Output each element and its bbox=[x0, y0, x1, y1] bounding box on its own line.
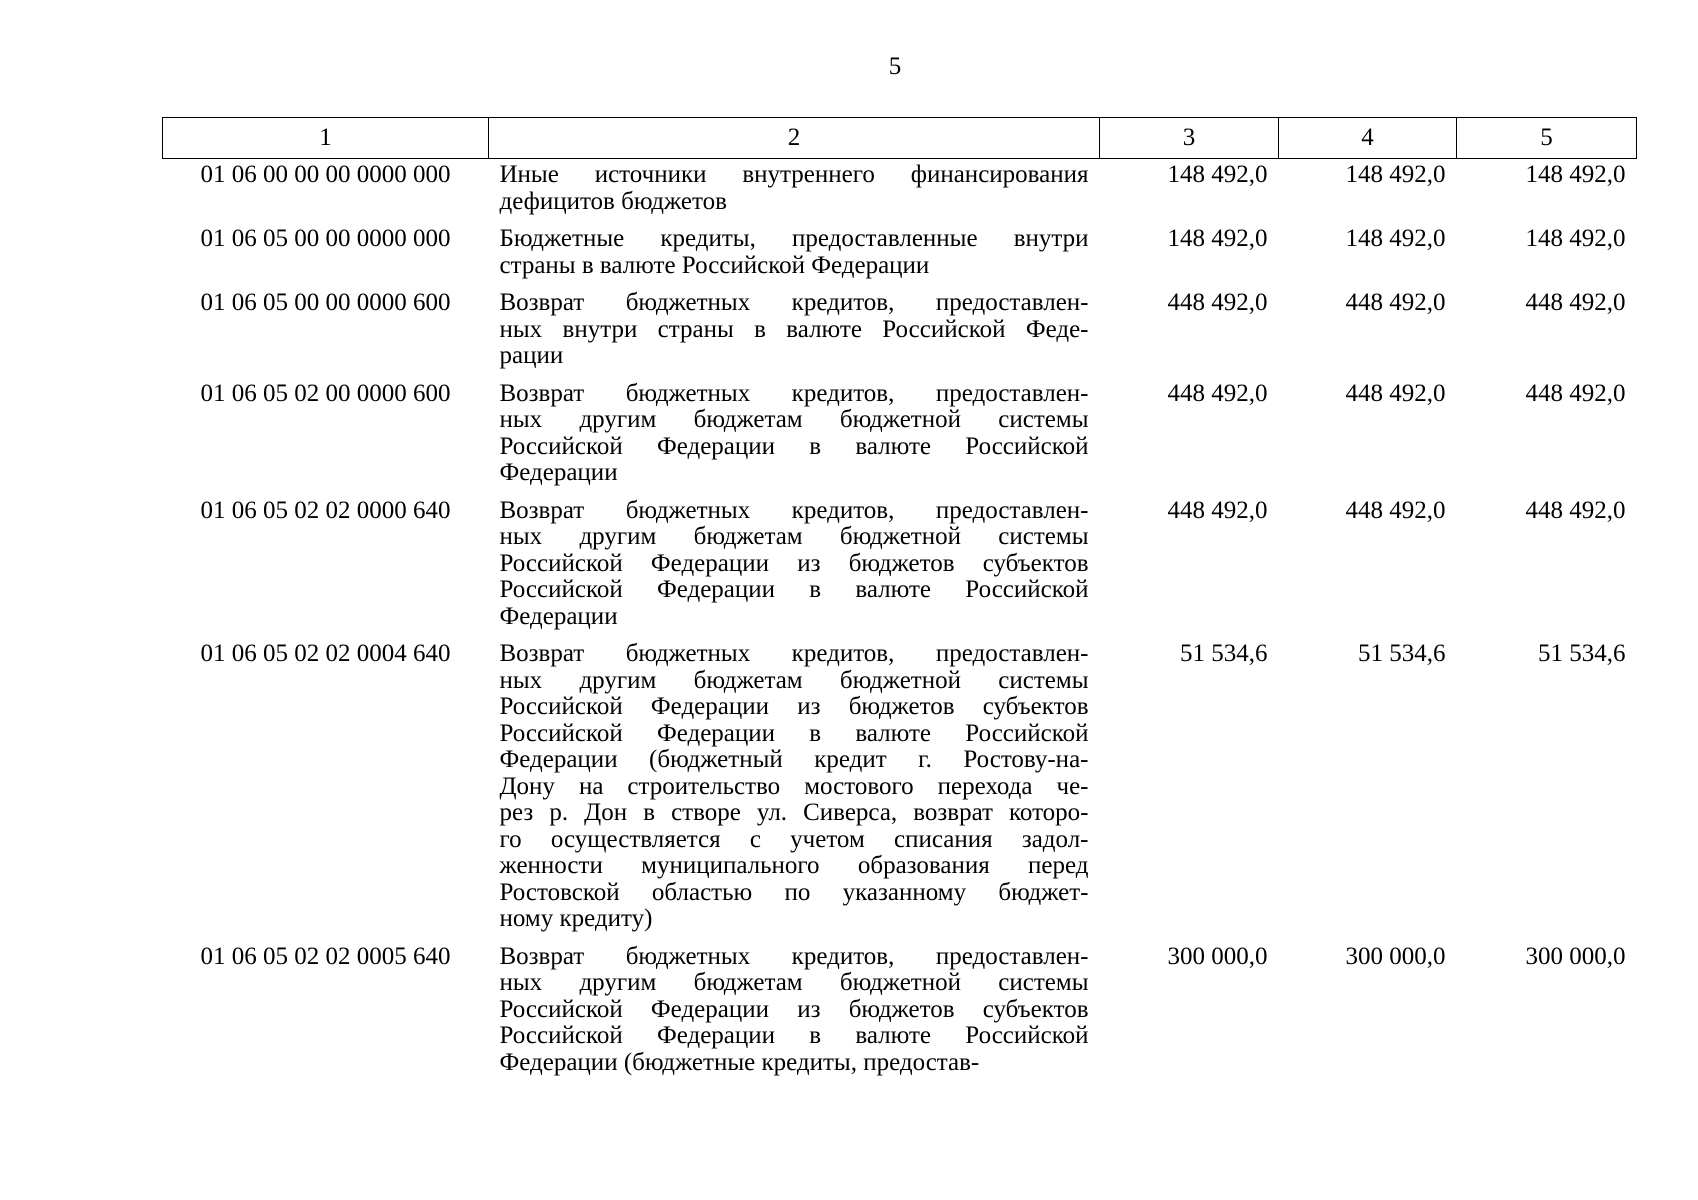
sources-of-financing-table bbox=[162, 117, 1637, 1076]
description-line: ных другим бюджетам бюджетной системы bbox=[499, 969, 1089, 996]
description-cell bbox=[489, 641, 1100, 944]
description-cell bbox=[489, 498, 1100, 642]
description-line: Федерации (бюджетный кредит г. Ростову-на- bbox=[499, 746, 1089, 773]
amount-cell-3: 448 492,0 bbox=[1167, 379, 1268, 407]
description-line: дефицитов бюджетов bbox=[499, 187, 727, 215]
amount-cell-3: 448 492,0 bbox=[1167, 496, 1268, 524]
amount-cell-5: 448 492,0 bbox=[1525, 496, 1626, 524]
description-line: Возврат бюджетных кредитов, предоставлен- bbox=[499, 289, 1089, 316]
description-line: Федерации bbox=[499, 602, 618, 630]
budget-code-cell: 01 06 05 02 02 0000 640 bbox=[200, 496, 451, 524]
amount-cell-4: 448 492,0 bbox=[1345, 379, 1446, 407]
description-line: Российской Федерации в валюте Российской bbox=[499, 719, 1089, 747]
page-number: 5 bbox=[888, 53, 902, 80]
budget-code-cell: 01 06 05 00 00 0000 600 bbox=[200, 289, 451, 316]
column-header-3: 3 bbox=[1100, 118, 1279, 159]
description-line: Федерации (бюджетные кредиты, предостав- bbox=[499, 1048, 980, 1076]
description-line: ных другим бюджетам бюджетной системы bbox=[499, 406, 1089, 433]
description-line: Федерации bbox=[499, 459, 618, 486]
description-line: страны в валюте Российской Федерации bbox=[499, 251, 930, 279]
amount-cell-4: 448 492,0 bbox=[1345, 496, 1446, 524]
description-line: го осуществляется с учетом списания задол- bbox=[499, 825, 1089, 853]
amount-cell-4: 148 492,0 bbox=[1345, 225, 1446, 252]
budget-code-cell: 01 06 05 02 02 0005 640 bbox=[200, 942, 451, 970]
description-line: рации bbox=[499, 342, 564, 369]
amount-cell-5: 51 534,6 bbox=[1538, 640, 1626, 667]
table-row bbox=[163, 226, 1637, 290]
description-line: женности муниципального образования перед bbox=[499, 852, 1089, 879]
description-line: Возврат бюджетных кредитов, предоставлен- bbox=[499, 496, 1089, 524]
budget-code-cell: 01 06 05 02 02 0004 640 bbox=[200, 640, 451, 667]
amount-cell-4: 448 492,0 bbox=[1345, 289, 1446, 316]
table-header-row bbox=[163, 118, 1637, 159]
column-header-5: 5 bbox=[1457, 118, 1637, 159]
table-row bbox=[163, 498, 1637, 642]
description-cell bbox=[489, 226, 1100, 290]
table-row bbox=[163, 159, 1637, 227]
description-line: Российской Федерации в валюте Российской bbox=[499, 1022, 1089, 1049]
amount-cell-3: 300 000,0 bbox=[1167, 942, 1268, 970]
budget-code-cell: 01 06 05 00 00 0000 000 bbox=[200, 225, 451, 252]
table-row bbox=[163, 944, 1637, 1077]
amount-cell-4: 148 492,0 bbox=[1345, 161, 1446, 188]
table-row bbox=[163, 641, 1637, 944]
amount-cell-5: 300 000,0 bbox=[1525, 942, 1626, 970]
amount-cell-5: 448 492,0 bbox=[1525, 289, 1626, 316]
amount-cell-3: 51 534,6 bbox=[1180, 640, 1268, 667]
amount-cell-4: 300 000,0 bbox=[1345, 942, 1446, 970]
budget-code-cell: 01 06 00 00 00 0000 000 bbox=[200, 161, 451, 188]
description-line: Российской Федерации из бюджетов субъектов bbox=[499, 693, 1089, 720]
description-cell bbox=[489, 381, 1100, 498]
column-header-2: 2 bbox=[489, 118, 1100, 159]
description-line: ному кредиту) bbox=[499, 905, 653, 932]
description-line: ных другим бюджетам бюджетной системы bbox=[499, 523, 1089, 550]
amount-cell-4: 51 534,6 bbox=[1358, 640, 1446, 667]
budget-code-cell: 01 06 05 02 00 0000 600 bbox=[200, 379, 451, 407]
description-line: Бюджетные кредиты, предоставленные внутри bbox=[499, 225, 1089, 252]
table-row bbox=[163, 290, 1637, 381]
amount-cell-3: 148 492,0 bbox=[1167, 161, 1268, 188]
description-line: ных внутри страны в валюте Российской Феде- bbox=[499, 315, 1089, 343]
description-line: Ростовской областью по указанному бюджет- bbox=[499, 878, 1089, 906]
amount-cell-3: 448 492,0 bbox=[1167, 289, 1268, 316]
description-line: ных другим бюджетам бюджетной системы bbox=[499, 666, 1089, 694]
description-line: Российской Федерации в валюте Российской bbox=[499, 576, 1089, 603]
description-line: Российской Федерации из бюджетов субъектов bbox=[499, 549, 1089, 577]
amount-cell-5: 148 492,0 bbox=[1525, 161, 1626, 188]
description-line: Иные источники внутреннего финансирования bbox=[499, 161, 1089, 188]
description-line: Российской Федерации из бюджетов субъектов bbox=[499, 995, 1089, 1023]
description-line: Возврат бюджетных кредитов, предоставлен- bbox=[499, 640, 1089, 667]
description-cell bbox=[489, 944, 1100, 1077]
description-cell bbox=[489, 159, 1100, 227]
description-line: Возврат бюджетных кредитов, предоставлен- bbox=[499, 379, 1089, 407]
table-row bbox=[163, 381, 1637, 498]
amount-cell-3: 148 492,0 bbox=[1167, 225, 1268, 252]
description-line: Российской Федерации в валюте Российской bbox=[499, 432, 1089, 460]
amount-cell-5: 148 492,0 bbox=[1525, 225, 1626, 252]
description-line: Дону на строительство мостового перехода че- bbox=[499, 772, 1089, 800]
description-cell bbox=[489, 290, 1100, 381]
description-line: Возврат бюджетных кредитов, предоставлен- bbox=[499, 942, 1089, 970]
column-header-1: 1 bbox=[163, 118, 489, 159]
column-header-4: 4 bbox=[1279, 118, 1457, 159]
amount-cell-5: 448 492,0 bbox=[1525, 379, 1626, 407]
description-line: рез р. Дон в створе ул. Сиверса, возврат которо- bbox=[499, 799, 1089, 826]
